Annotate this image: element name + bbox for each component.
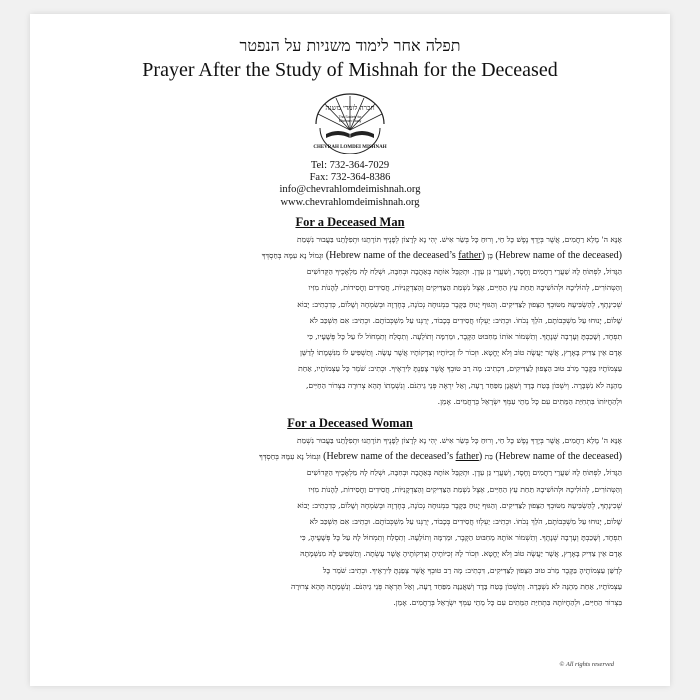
placeholder-father-name: (Hebrew name of the deceased’s father) bbox=[325, 250, 485, 262]
chevrah-logo bbox=[306, 90, 394, 154]
prayer-text: מֵהֵנָּה לֹא נִשְׁבָּרָה. וְיִשְׁכּוֹן בֶּטַח בָּדָד וְשַׁאֲנָן מִפַּחַד רָעָה, וְאַל יִרְאֶה פְּנֵי גֵיהִנֹּם. וְנִשְׁמָתוֹ תְּהֵא צְרוּרָה בִּצְרוֹר הַחַיִּים, bbox=[305, 380, 622, 390]
prayer-text: אָנָּא ה' מָלֵא רַחֲמִים, אֲשֶׁר בְּיָדְךָ נֶפֶשׁ כָּל חַי, וְרוּחַ כָּל בְּשַׂר אִישׁ. יְהִי נָא לְרָצוֹן לְפָנֶיךָ תּוֹרָתֵנוּ וּתְפִלָּתֵנוּ בַּעֲבוּר נִשְׁמַת bbox=[297, 436, 622, 446]
contact-block bbox=[30, 160, 670, 209]
prayer-line bbox=[78, 449, 622, 465]
prayer-text: וְהַטְּהוֹרִים, לְהוֹלִיכָהּ וּלְהוֹשִׁיבָהּ תַּחַת עֵץ הַחַיִּים, אֵצֶל נִשְׁמַת הַצַּדִּיקִים וְהַצִּדְקָנִיּוֹת, חֲסִידִים וַחֲסִידוֹת, לֵהָנוֹת מִזִּיו bbox=[308, 283, 622, 293]
prayer-text: לְדַשֵּׁן עַצְמוֹתֶיהָ בַּקֶּבֶר מֵרֹב טוּב הַצָּפוּן לַצַּדִּיקִים, דִּכְתִיב: מָה רַב טוּבְךָ אֲשֶׁר צָפַנְתָּ לִּירֵאֶיךָ. וּכְתִיב: שֹׁמֵר כָּל bbox=[322, 565, 622, 575]
prayer-text: תִפְחָד, וְשָׁכַבְתָּ וְעָרְבָה שְׁנָתֶךָ. וְתִשְׁמוֹר אוֹתוֹ מֵחִבּוּט הַקֶּבֶר, וּמֵרִמָּה וְתוֹלֵעָה. וְתִסְלַח וְתִמְחוֹל לוֹ עַל כָּל פְּשָׁעָיו, כִּי bbox=[307, 332, 622, 342]
prayer-line bbox=[78, 329, 622, 345]
prayer-text: וּגְמוֹל נָא עִמָּהּ בְּחַסְדְּךָ bbox=[261, 251, 326, 261]
prayer-line bbox=[78, 498, 622, 514]
prayer-text: שְׁכִינָתְךָ, לְהַשְׂבִּיעָהּ מִטּוּבְךָ הַצָּפוּן לַצַּדִּיקִים. וְהַגּוּף יָנוּחַ בַּקֶּבֶר בִּמְנוּחָה נְכוֹנָה, בְּחֶדְוָה וּבְשִׂמְחָה וְשָׁלוֹם, כְּדִכְתִיב: יָבוֹא bbox=[297, 299, 622, 309]
prayer-line bbox=[78, 248, 622, 264]
prayer-line bbox=[78, 595, 622, 611]
prayer-line bbox=[78, 313, 622, 329]
prayer-man bbox=[78, 232, 622, 410]
prayer-line bbox=[78, 361, 622, 377]
prayer-text: אָדָם אֵין צַדִּיק בָּאָרֶץ, אֲשֶׁר יַעֲשֶׂה טוֹב וְלֹא יֶחֱטָא. וּזְכוֹר לָהּ זְכִיּוֹתֶיהָ וְצִדְקוֹתֶיהָ אֲשֶׁר עָשְׂתָה. וְתַשְׁפִּיעַ לָהּ מִנִּשְׁמָתָהּ bbox=[300, 549, 622, 559]
prayer-text: שְׁכִינָתְךָ, לְהַשְׂבִּיעָהּ מִטּוּבְךָ הַצָּפוּן לַצַּדִּיקִים. וְהַגּוּף יָנוּחַ בַּקֶּבֶר בִּמְנוּחָה נְכוֹנָה, בְּחֶדְוָה וּבְשִׂמְחָה וְשָׁלוֹם, כְּדִכְתִיב: יָבוֹא bbox=[297, 500, 622, 510]
prayer-text: עַצְמוֹתָיו בַּקֶּבֶר מֵרֹב טוּב הַצָּפוּן לַצַּדִּיקִים, דִּכְתִיב: מָה רַב טוּבְךָ אֲשֶׁר צָפַנְתָּ לִּירֵאֶיךָ. וּכְתִיב: שֹׁמֵר כָּל עַצְמוֹתָיו, אַחַת bbox=[298, 364, 622, 374]
copyright-notice: © All rights reserved bbox=[559, 661, 614, 668]
prayer-text: תִפְחָד, וְשָׁכַבְתָּ וְעָרְבָה שְׁנָתֶךָ. וְתִשְׁמוֹר אוֹתָהּ מֵחִבּוּט הַקֶּבֶר, וּמֵרִמָּה וְתוֹלֵעָה. וְתִסְלַח וְתִמְחוֹל לָהּ עַל כָּל פְּשָׁעֶיהָ, כִּי bbox=[299, 533, 622, 543]
prayer-line bbox=[78, 482, 622, 498]
prayer-line bbox=[78, 546, 622, 562]
title-english: Prayer After the Study of Mishnah for the Deceased bbox=[142, 59, 558, 81]
prayer-line bbox=[78, 378, 622, 394]
prayer-text: שָׁלוֹם, יָנוּחוּ עַל מִשְׁכְּבוֹתָם, הֹלֵךְ נְכֹחוֹ. וּכְתִיב: יַעְלְזוּ חֲסִידִים בְּכָבוֹד, יְרַנְּנוּ עַל מִשְׁכְּבוֹתָם. וּכְתִיב: אִם תִּשְׁכַּב לֹא bbox=[309, 517, 622, 527]
prayer-connector: בֶּן bbox=[484, 251, 496, 261]
prayer-line bbox=[78, 264, 622, 280]
prayer-line bbox=[78, 579, 622, 595]
prayer-line bbox=[78, 465, 622, 481]
prayer-text: וּגְמוֹל נָא עִמָּהּ בְּחַסְדְּךָ bbox=[259, 452, 324, 462]
prayer-line bbox=[78, 280, 622, 296]
contact-phone: Tel: 732-364-7029 bbox=[310, 160, 390, 171]
prayer-line bbox=[78, 297, 622, 313]
contact-website: www.chevrahlomdeimishnah.org bbox=[280, 196, 420, 208]
placeholder-deceased-name: (Hebrew name of the deceased) bbox=[495, 250, 622, 262]
prayer-line bbox=[78, 345, 622, 361]
prayer-text: אָדָם אֵין צַדִּיק בָּאָרֶץ, אֲשֶׁר יַעֲשֶׂה טוֹב וְלֹא יֶחֱטָא. וּזְכוֹר לוֹ זְכִיּוֹתָיו וְצִדְקוֹתָיו אֲשֶׁר עָשָׂה. וְתַשְׁפִּיעַ לוֹ מִנִּשְׁמָתוֹ לְדַשֵּׁן bbox=[299, 348, 622, 358]
prayer-line bbox=[78, 530, 622, 546]
heading-deceased-man: For a Deceased Man bbox=[295, 214, 405, 229]
prayer-woman bbox=[78, 433, 622, 611]
contact-fax: Fax: 732-364-8386 bbox=[309, 172, 391, 184]
placeholder-father-name: (Hebrew name of the deceased’s father) bbox=[323, 451, 483, 463]
logo-small-line-1: The Society for bbox=[338, 115, 362, 119]
prayer-text: וּלְהַחֲיוֹתוֹ בִּתְחִיַּת הַמֵּתִים עִם כָּל מֵתֵי עַמְּךָ יִשְׂרָאֵל בְּרַחֲמִים. אָמֵן. bbox=[437, 396, 622, 406]
prayer-line bbox=[78, 514, 622, 530]
contact-email: info@chevrahlomdeimishnah.org bbox=[279, 184, 421, 196]
prayer-line bbox=[78, 433, 622, 449]
prayer-text: וְהַטְּהוֹרִים, לְהוֹלִיכָהּ וּלְהוֹשִׁיבָהּ תַּחַת עֵץ הַחַיִּים, אֵצֶל נִשְׁמַת הַצַּדִּיקִים וְהַצִּדְקָנִיּוֹת, חֲסִידִים וַחֲסִידוֹת, לֵהָנוֹת מִזִּיו bbox=[308, 484, 622, 494]
open-book-icon bbox=[326, 131, 374, 138]
logo-small-line-2: Mishnah Study bbox=[338, 119, 362, 123]
logo-caption: CHEVRAH LOMDEI MISHNAH bbox=[313, 145, 387, 150]
prayer-text: שָׁלוֹם, יָנוּחוּ עַל מִשְׁכְּבוֹתָם, הֹלֵךְ נְכֹחוֹ. וּכְתִיב: יַעְלְזוּ חֲסִידִים בְּכָבוֹד, יְרַנְּנוּ עַל מִשְׁכְּבוֹתָם. וּכְתִיב: אִם תִּשְׁכַּב לֹא bbox=[309, 315, 622, 325]
heading-deceased-woman: For a Deceased Woman bbox=[287, 416, 413, 431]
prayer-text: בִּצְרוֹר הַחַיִּים, וּלְהַחֲיוֹתָהּ בִּתְחִיַּת הַמֵּתִים עִם כָּל מֵתֵי עַמְּךָ יִשְׂרָאֵל בְּרַחֲמִים. אָמֵן. bbox=[393, 598, 622, 608]
prayer-line bbox=[78, 394, 622, 410]
prayer-line bbox=[78, 563, 622, 579]
prayer-line bbox=[78, 232, 622, 248]
title-hebrew: תפלה אחר לימוד משניות על הנפטר bbox=[239, 36, 461, 55]
document-page bbox=[30, 14, 670, 686]
prayer-text: הַגָּדוֹל, לִפְתּוֹחַ לָהּ שַׁעֲרֵי רַחֲמִים וָחֶסֶד, וְשַׁעֲרֵי גַּן עֵדֶן. וּתְקַבֵּל אוֹתָהּ בְּאַהֲבָה וּבְחִבָּה, וּשְׁלַח לָהּ מַלְאָכֶיךָ הַקְּדוֹשִׁים bbox=[306, 267, 622, 277]
placeholder-deceased-name: (Hebrew name of the deceased) bbox=[495, 451, 622, 463]
prayer-text: עַצְמוֹתָיו, אַחַת מֵהֵנָּה לֹא נִשְׁבָּרָה. וְתִשְׁכּוֹן בֶּטַח בָּדָד וְשַׁאֲנַנָּה מִפַּחַד רָעָה, וְאַל תִּרְאֶה פְּנֵי גֵיהִנֹּם. וְנִשְׁמָתָהּ תְּהֵא צְרוּרָה bbox=[291, 581, 622, 591]
logo-hebrew-text: חברה לומדי משנה bbox=[325, 104, 375, 112]
prayer-text: הַגָּדוֹל, לִפְתּוֹחַ לָהּ שַׁעֲרֵי רַחֲמִים וָחֶסֶד, וְשַׁעֲרֵי גַּן עֵדֶן. וּתְקַבֵּל אוֹתָהּ בְּאַהֲבָה וּבְחִבָּה, וּשְׁלַח לָהּ מַלְאָכֶיךָ הַקְּדוֹשִׁים bbox=[306, 468, 622, 478]
prayer-connector: בַּת bbox=[482, 452, 496, 462]
prayer-text: אָנָּא ה' מָלֵא רַחֲמִים, אֲשֶׁר בְּיָדְךָ נֶפֶשׁ כָּל חַי, וְרוּחַ כָּל בְּשַׂר אִישׁ. יְהִי נָא לְרָצוֹן לְפָנֶיךָ תּוֹרָתֵנוּ וּתְפִלָּתֵנוּ בַּעֲבוּר נִשְׁמַת bbox=[297, 234, 622, 244]
